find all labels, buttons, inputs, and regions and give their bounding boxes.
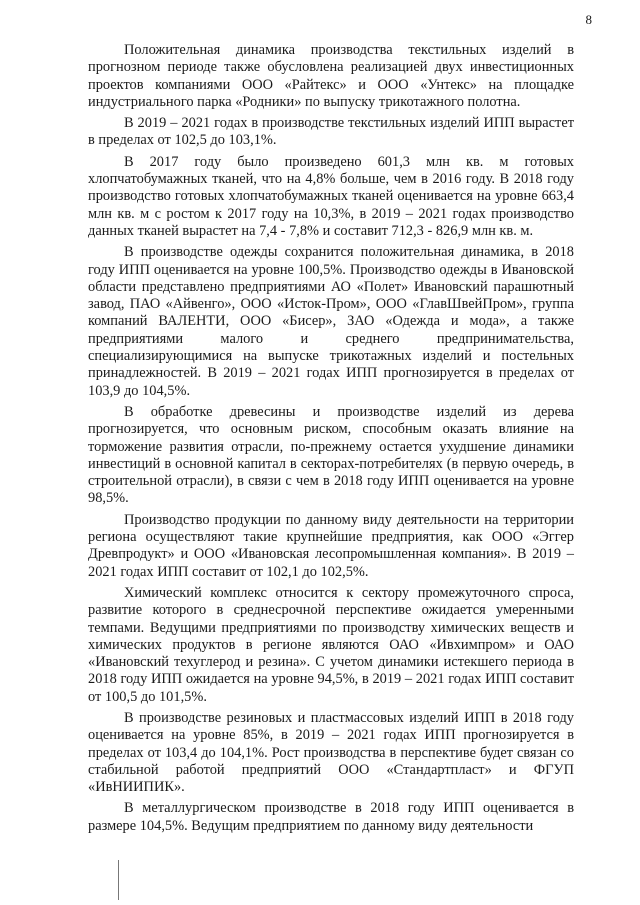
document-body <box>88 42 574 839</box>
paragraph-metallurgy: В металлургическом производстве в 2018 году ИПП оценивается в размере 104,5%. Ведущим предприятием по данному виду деятельности <box>88 800 574 834</box>
margin-rule <box>118 860 119 900</box>
paragraph-wood-enterprises: Производство продукции по данному виду деятельности на территории региона осуществляют такие крупнейшие предприятия, как ООО «Эггер Древпродукт» и ООО «Ивановская лесопромышленная компания». В 2019 – 2021 годах ИПП составит от 102,1 до 102,5%. <box>88 511 574 580</box>
paragraph-cotton-fabrics: В 2017 году было произведено 601,3 млн кв. м готовых хлопчатобумажных тканей, что на 4,8% больше, чем в 2016 году. В 2018 году производство готовых хлопчатобумажных тканей оценивается на уровне 663,4 млн кв. м с ростом к 2017 году на 10,3%, в 2019 – 2021 годах производство данных тканей вырастет на 7,4 - 7,8% и составит 712,3 - 826,9 млн кв. м. <box>88 153 574 239</box>
paragraph-textile-ipp: В 2019 – 2021 годах в производстве текстильных изделий ИПП вырастет в пределах от 102,5 до 103,1%. <box>88 115 574 149</box>
page-number: 8 <box>585 12 592 27</box>
paragraph-chemical-complex: Химический комплекс относится к сектору промежуточного спроса, развитие которого в среднесрочной перспективе ожидается умеренными темпами. Ведущими предприятиями по производству химических веществ и химических продуктов в регионе являются ОАО «Ивхимпром» и ОАО «Ивановский техуглерод и резина». С учетом динамики истекшего периода в 2018 году ИПП ожидается на уровне 94,5%, в 2019 – 2021 годах ИПП составит от 100,5 до 101,5%. <box>88 584 574 705</box>
paragraph-clothing: В производстве одежды сохранится положительная динамика, в 2018 году ИПП оценивается на уровне 100,5%. Производство одежды в Ивановской области представлено предприятиями АО «Полет» Ивановский парашютный завод, ПАО «Айвенго», ООО «Исток-Пром», ООО «ГлавШвейПром», группа компаний ВАЛЕНТИ, ООО «Бисер», ЗАО «Одежда и мода», а также предприятиями малого и среднего предпринимательства, специализирующимися на выпуске трикотажных изделий и постельных принадлежностей. В 2019 – 2021 годах ИПП прогнозируется в пределах от 103,9 до 104,5%. <box>88 244 574 399</box>
paragraph-textile-dynamics: Положительная динамика производства текстильных изделий в прогнозном периоде также обусловлена реализацией двух инвестиционных проектов компаниями ООО «Райтекс» и ООО «Унтекс» на площадке индустриального парка «Родники» по выпуску трикотажного полотна. <box>88 42 574 110</box>
paragraph-rubber-plastics: В производстве резиновых и пластмассовых изделий ИПП в 2018 году оценивается на уровне 85%, в 2019 – 2021 годах ИПП прогнозируется в пределах от 103,4 до 104,1%. Рост производства в перспективе будет связан со стабильной работой предприятий ООО «Стандартпласт» и ФГУП «ИвНИИПИК». <box>88 709 574 796</box>
paragraph-wood-processing: В обработке древесины и производстве изделий из дерева прогнозируется, что основным риском, способным оказать влияние на торможение развития отрасли, по-прежнему остается ухудшение динамики инвестиций в основной капитал в секторах-потребителях (в первую очередь, в строительной отрасли), в связи с чем в 2018 году ИПП оценивается на уровне 98,5%. <box>88 403 574 507</box>
